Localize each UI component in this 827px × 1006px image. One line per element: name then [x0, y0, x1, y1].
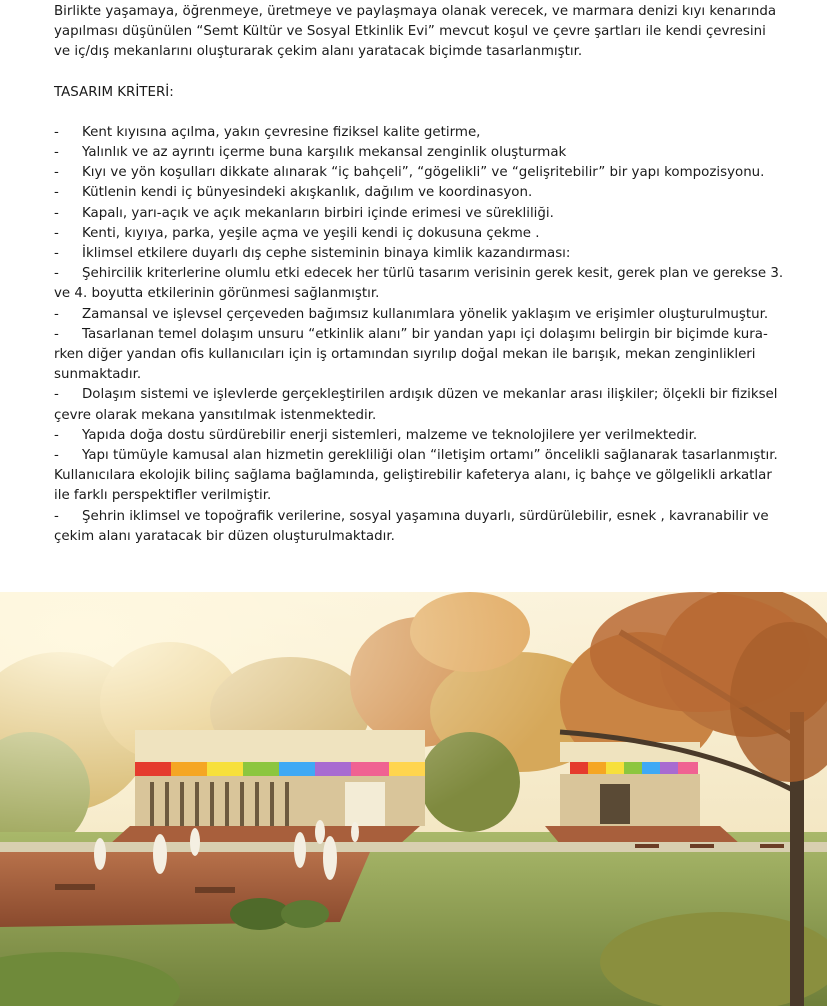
list-item-text: Şehircilik kriterlerine olumlu etki edecek her türlü tasarım verisinin gerek kesit, gerek plan ve gerekse 3. ve 4. boyutta etkilerinin görünmesi sağlanmıştır.: [54, 266, 784, 302]
architectural-rendering: [0, 592, 827, 1006]
bullet-dash: -: [54, 124, 59, 140]
section-heading: TASARIM KRİTERİ:: [54, 84, 174, 100]
building-left: [135, 730, 425, 826]
list-item-text: Kent kıyısına açılma, yakın çevresine fiziksel kalite getirme,: [82, 124, 481, 140]
list-item: [54, 325, 784, 386]
criteria-list: [54, 123, 784, 547]
list-item: [54, 264, 784, 304]
list-item-text: Yalınlık ve az ayrıntı içerme buna karşılık mekansal zenginlik oluşturmak: [82, 145, 567, 161]
bullet-dash: -: [54, 205, 59, 221]
document-text: [54, 2, 784, 547]
list-item-text: Yapıda doğa dostu sürdürebilir enerji sistemleri, malzeme ve teknolojilere yer verilmektedir.: [82, 427, 698, 443]
bullet-dash: -: [54, 448, 59, 464]
bullet-dash: -: [54, 387, 59, 403]
list-item-text: Tasarlanan temel dolaşım unsuru “etkinlik alanı” bir yandan yapı içi dolaşımı belirgin bir biçimde kura-rken diğer yandan ofis kullanıcıları için iş ortamından sıyrılıp doğal mekan ile barışık, mekan zenginlikleri sunmaktadır.: [54, 326, 768, 383]
list-item: [54, 446, 784, 507]
bullet-dash: -: [54, 427, 59, 443]
bullet-dash: -: [54, 326, 59, 342]
list-item-text: Şehrin iklimsel ve topoğrafik verilerine, sosyal yaşamına duyarlı, sürdürülebilir, esnek , kavranabilir ve çekim alanı yaratacak bir düzen oluşturulmaktadır.: [54, 508, 769, 544]
building-right: [560, 742, 700, 826]
list-item-text: Dolaşım sistemi ve işlevlerde gerçekleştirilen ardışık düzen ve mekanlar arası ilişkiler; ölçekli bir fiziksel çevre olarak mekana yansıtılmak istenmektedir.: [54, 387, 778, 423]
list-item: [54, 183, 784, 203]
shrub: [281, 900, 329, 928]
facade-stripes-left: [135, 762, 425, 776]
intro-paragraph: Birlikte yaşamaya, öğrenmeye, üretmeye ve paylaşmaya olanak verecek, ve marmara denizi kıyı kenarında yapılması düşünülen “Semt Kültür ve Sosyal Etkinlik Evi” mevcut koşul ve çevre şartları ile kendi çevresini ve iç/dış mekanlarını oluşturarak çekim alanı yaratacak biçimde tasarlanmıştır.: [54, 4, 777, 60]
list-item-text: Kütlenin kendi iç bünyesindeki akışkanlık, dağılım ve koordinasyon.: [82, 185, 533, 201]
bullet-dash: -: [54, 266, 59, 282]
bullet-dash: -: [54, 225, 59, 241]
list-item: [54, 224, 784, 244]
list-item: [54, 426, 784, 446]
rendering-illustration: [0, 592, 827, 1006]
list-item: [54, 143, 784, 163]
bullet-dash: -: [54, 185, 59, 201]
bullet-dash: -: [54, 508, 59, 524]
list-item-text: Yapı tümüyle kamusal alan hizmetin gerekliliği olan “iletişim ortamı” öncelikli sağlanarak tasarlanmıştır. Kullanıcılara ekolojik bilinç sağlama bağlamında, geliştirebilir kafeterya alanı, iç bahçe ve gölgelikli arkatlar ile farklı perspektifler verilmiştir.: [54, 448, 778, 504]
list-item-text: İklimsel etkilere duyarlı dış cephe sisteminin binaya kimlik kazandırması:: [82, 246, 571, 262]
facade-stripes-right: [570, 762, 698, 774]
list-item: [54, 204, 784, 224]
list-item: [54, 123, 784, 143]
bullet-dash: -: [54, 145, 59, 161]
list-item: [54, 163, 784, 183]
bullet-dash: -: [54, 306, 59, 322]
list-item: [54, 385, 784, 425]
list-item: [54, 507, 784, 547]
wood-deck-right: [545, 826, 740, 844]
list-item-text: Kenti, kıyıya, parka, yeşile açma ve yeşili kendi iç dokusuna çekme .: [82, 225, 540, 241]
list-item-text: Zamansal ve işlevsel çerçeveden bağımsız kullanımlara yönelik yaklaşım ve erişimler oluşturulmuştur.: [82, 306, 769, 322]
list-item-text: Kıyı ve yön koşulları dikkate alınarak “iç bahçeli”, “gögelikli” ve “gelişritebilir” bir yapı kompozisyonu.: [82, 165, 765, 181]
list-item: [54, 244, 784, 264]
list-item: [54, 305, 784, 325]
bullet-dash: -: [54, 165, 59, 181]
list-item-text: Kapalı, yarı-açık ve açık mekanların birbiri içinde erimesi ve sürekliliği.: [82, 205, 554, 221]
bullet-dash: -: [54, 246, 59, 262]
